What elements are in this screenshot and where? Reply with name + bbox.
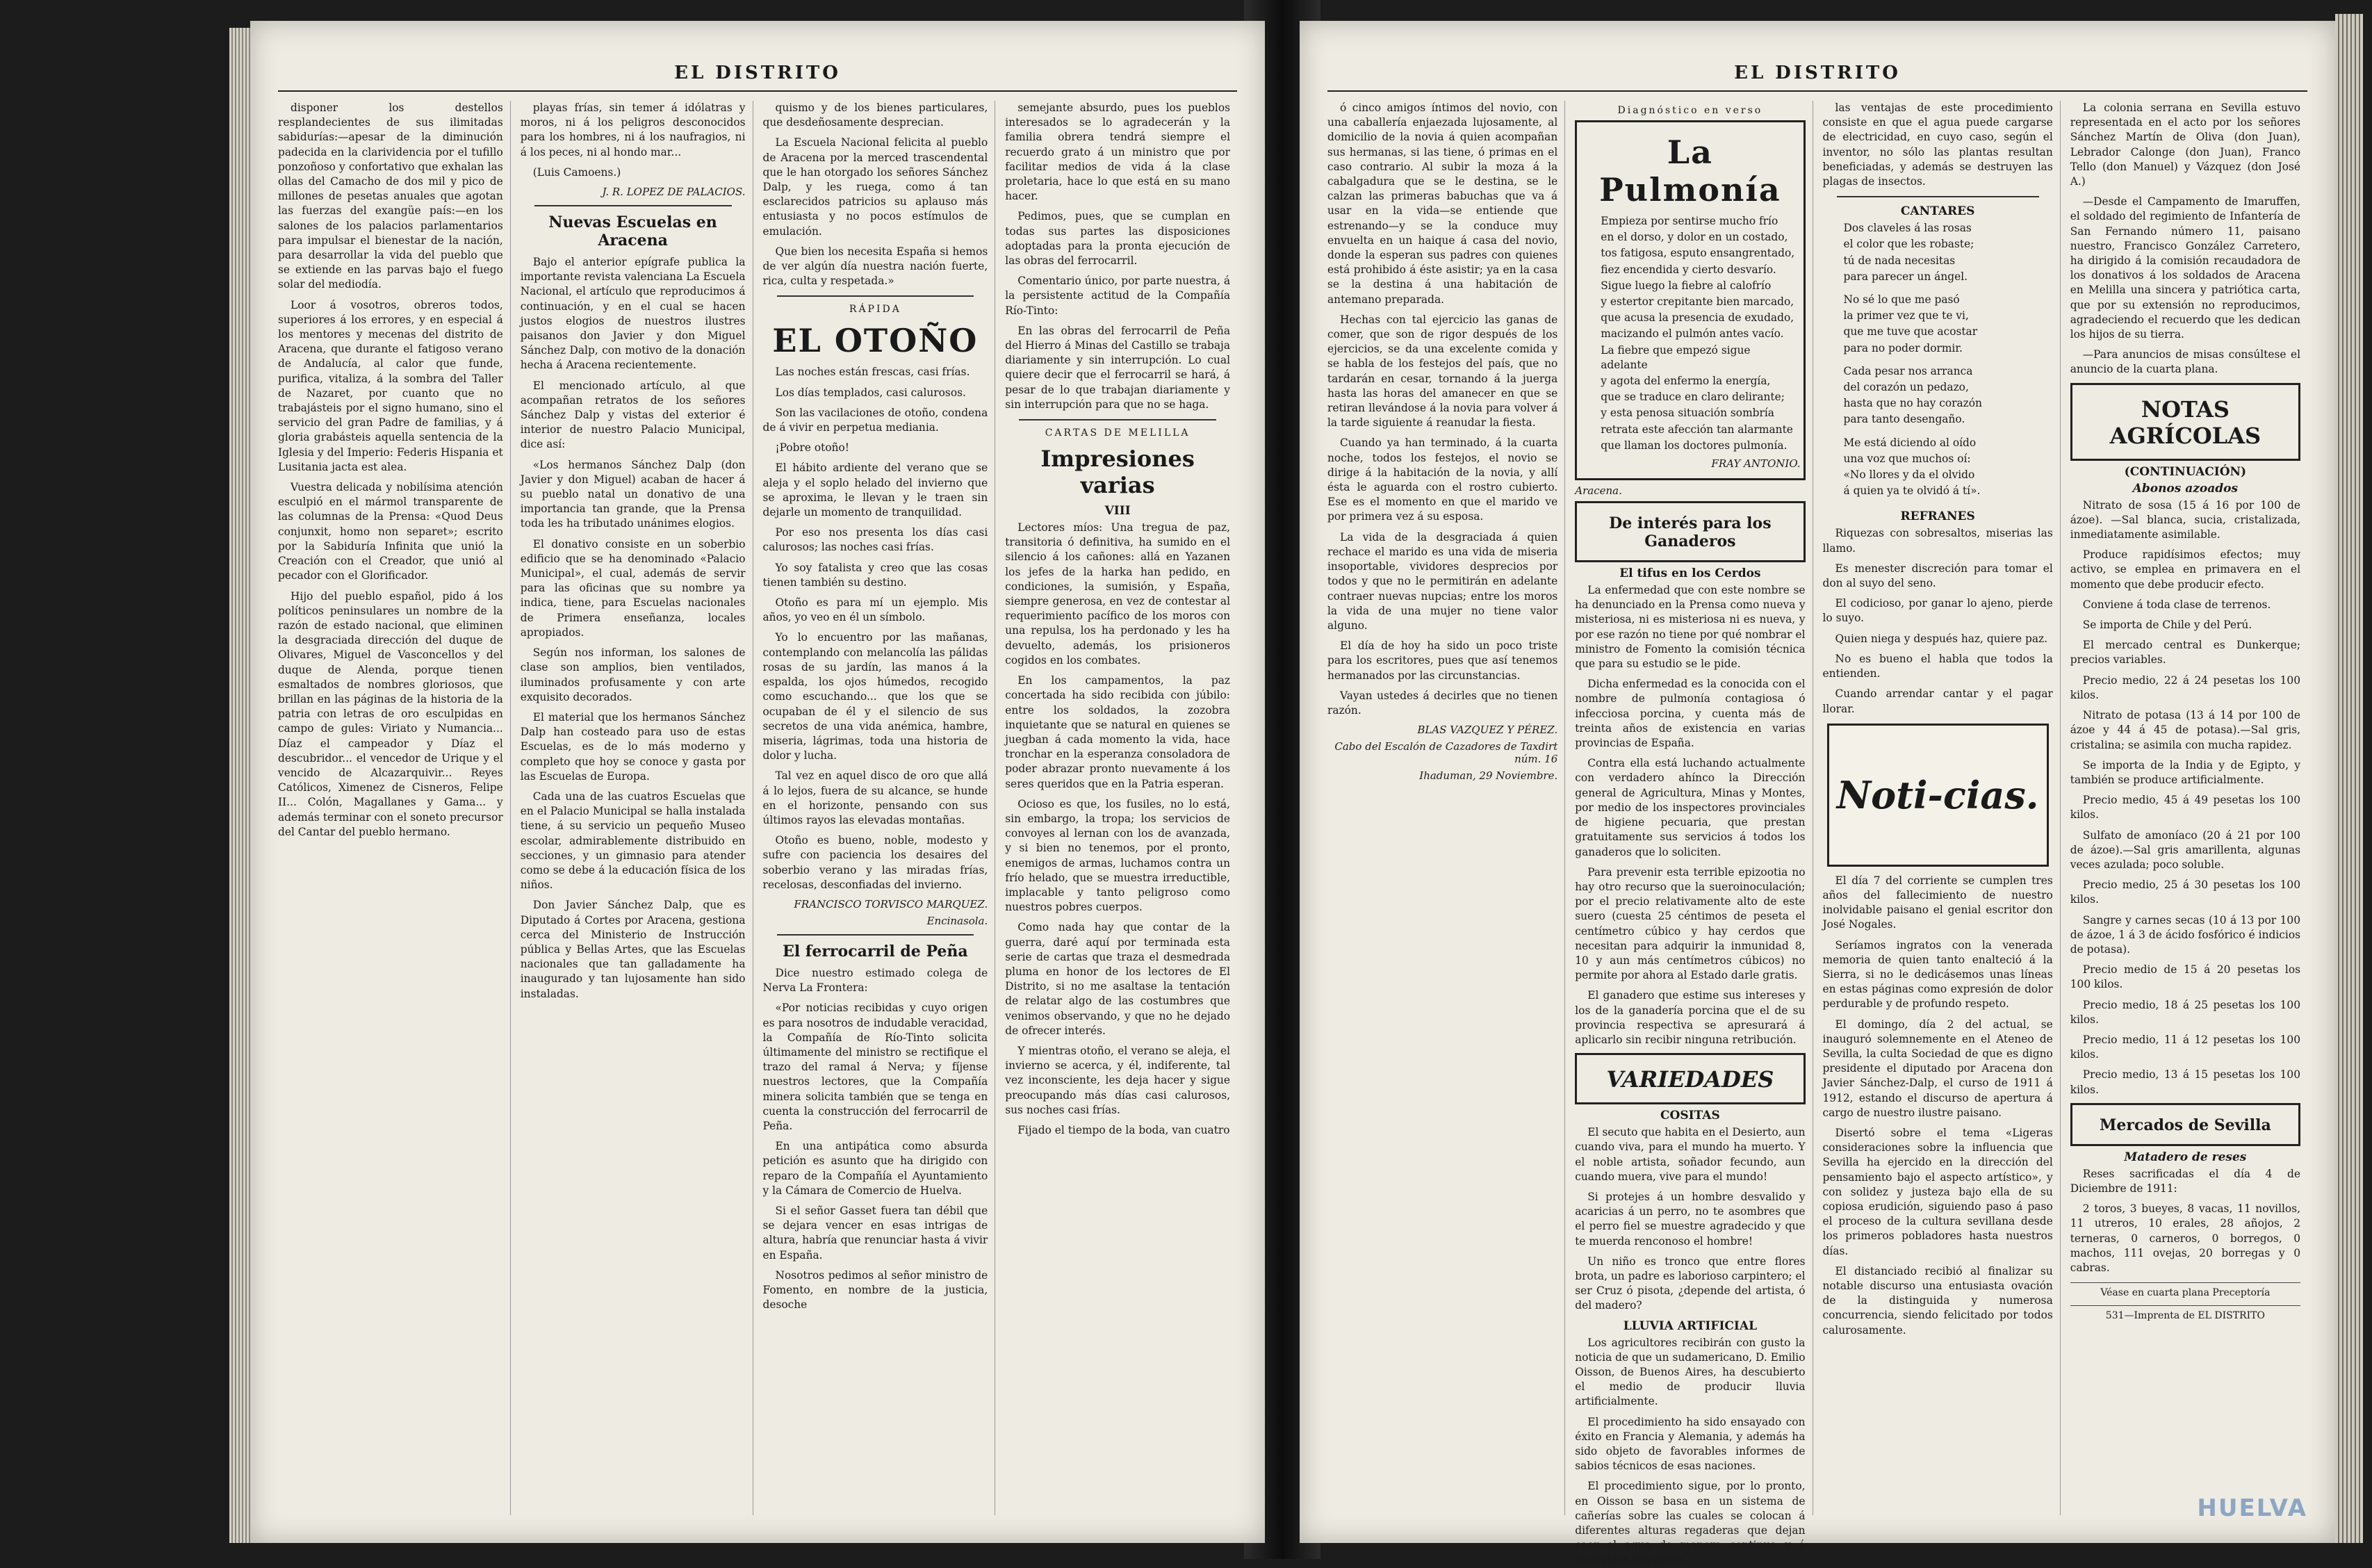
paragraph: Loor á vosotros, obreros todos, superiores á los errores, y en especial á los mentores y mecenas del distrito de Aracena, que durante el fatigoso verano de Andalucía, al calor que funde, purifica, vitaliza, á la sombra del Taller de Nazaret, por cuanto que no trabajásteis por el signo humano, sino el servicio del gran Padre de familias, y á gloria grabásteis aquella sentencia de la Iglesia y del Imperio: Federis Hispania et Lusitania jacta est alea. [278,298,503,473]
headline-ferrocarril: El ferrocarril de Peña [783,942,968,961]
paragraph: Don Javier Sánchez Dalp, que es Diputado á Cortes por Aracena, gestiona cerca del Ministerio de Instrucción pública y Bellas Artes, que las Escuelas nacionales que tan galladamente ha inaugurado y tan lujosamente han sido instaladas. [520,899,746,1000]
kicker-rapida: RÁPIDA [849,304,901,316]
paragraph: Para prevenir esta terrible epizootia no hay otro recurso que la sueroinoculación; por el precio relativamente alto de este suero (cuesta 25 céntimos de peseta el centímetro cúbico y hay cerdos que necesitan para adquirir la inmunidad 8, 10 y aun más centímetros cúbicos) no permite por ahora al Estado darle gratis. [1575,865,1806,982]
divider [1019,419,1216,420]
section-number: VIII [1104,504,1131,518]
paragraph: La fiebre que empezó sigue adelante [1601,343,1751,371]
notas-box [2070,383,2300,461]
article-body [763,966,988,1312]
paragraph: El procedimiento sigue, por lo pronto, en Oisson se basa en un sistema de cañerías sobre las cuales se colocan á diferentes alturas regaderas que dejan caer el agua de manera continua y á intervalos regulares. [1575,1480,1806,1567]
left-columns [278,101,1237,1515]
paragraph: Son las vacilaciones de otoño, condena de á vivir en perpetua mediania. [762,406,988,434]
paragraph: semejante absurdo, pues los pueblos interesados se lo agradecerán y la familia obrera tendrá siempre el recuerdo grato á un ministro que por facilitar medios de vida á la clase proletaria, hace lo que está en su mano hacer. [1005,101,1230,203]
paragraph: Precio medio, 25 á 30 pesetas los 100 kilos. [2070,879,2300,906]
paragraph: Precio medio, 22 á 24 pesetas los 100 kilos. [2070,673,2300,701]
paragraph: y esta penosa situación sombría [1601,407,1774,420]
paragraph: ó cinco amigos íntimos del novio, con una caballería enjaezada lujosamente, al domicilio de la novia á quien acompañan sus hermanas, si las tiene, ó primas en el caso contrario. Al subir la moza á la cabalgadura que se le destina, se le calzan las primeras babuchas que va á usar en la vida—se entiende que estrenando—y se la conduce muy envuelta en un haique á casa del novio, donde la esperan sus padres con quienes está prohibido á éste asistir; ya en la casa se la destina á una habitación de antemano preparada. [1327,101,1558,306]
paragraph: Hijo del pueblo español, pido á los políticos peninsulares un nombre de la razón de estado nacional, que eliminen la desgraciada dirección del duque de Olivares, Miguel de Vasconcellos y del duque de Alenda, porque tienen esmaltados de nombres gloriosos, que brillan en las páginas de la historia de la patria con letras de oro esculpidas en campo de gules: Viriato y Numancia... Díaz el campeador y Díaz el descubridor... el vencedor de Urique y el vencido de Alcazarquivir... Reyes Católicos, Ximenez de Cisneros, Felipe II... Colón, Magallanes y Gama... y además terminar con el soneto precursor del Cantar del pueblo hermano. [278,589,503,838]
subhead-matadero: Matadero de reses [2124,1150,2247,1164]
archive-watermark: HUELVA [2197,1494,2307,1522]
paragraph: El procedimiento ha sido ensayado con éxito en Francia y Alemania, y además ha sido objeto de favorables informes de sabios técnicos de esas naciones. [1575,1415,1806,1473]
right-page [1300,21,2335,1567]
paragraph: Yo soy fatalista y creo que las cosas tienen también su destino. [762,561,988,589]
verse-line: Dos claveles á las rosas [1843,222,1972,235]
paragraph: Ocioso es que, los fusiles, no lo está, sin embargo, la tropa; los servicios de convoyes al lernan con los de avanzada, y si bien no tenemos, por el pronto, enemigos de armas, luchamos contra un frío helado, que se muestra irreductible, implacable y tanto peligroso como nuestros pobres cuerpos. [1005,797,1230,914]
paragraph: La colonia serrana en Sevilla estuvo representada en el acto por los señores Sánchez Martín de Oliva (don Juan), Lebrador Calonge (don Juan), Franco Tello (don Manuel) y Vázquez (don José A.) [2070,101,2300,188]
article-body [1575,1336,1805,1568]
headline-el-otono: EL OTOÑO [772,322,979,360]
paragraph: Dice nuestro estimado colega de Nerva La Frontera: [762,966,988,995]
left-col-2 [521,101,753,1515]
verse-line: la primer vez que te vi, [1843,309,1969,322]
paragraph: en el dorso, y dolor en un costado, [1601,231,1788,244]
paragraph: No es bueno el habla que todos la entienden. [1822,652,2053,680]
headline-cantares: CANTARES [1900,204,1975,219]
footer-notice: Véase en cuarta plana Preceptoría [2070,1282,2300,1298]
verse-line: el color que les robaste; [1843,238,1974,251]
subhead-lluvia: LLUVIA ARTIFICIAL [1623,1318,1758,1333]
left-col1-paragraphs [278,101,503,840]
right-columns [1327,101,2307,1567]
verse-line: hasta que no hay corazón [1843,397,1982,410]
divider [777,934,974,936]
paragraph: Quien niega y después haz, quiere paz. [1835,632,2047,645]
paragraph: las ventajas de este procedimiento consiste en que el agua puede cargarse de electricidad, en cuyo caso, según el inventor, no sólo las plantas resultan beneficiadas, y además se destruyen las plagas de insectos. [1822,101,2053,188]
verse-line: No sé lo que me pasó [1843,293,1960,307]
verse-line: para no poder dormir. [1843,341,1963,354]
paragraph: El distanciado recibió al finalizar su notable discurso una entusiasta ovación de la distinguida y numerosa concurrencia, siendo felicitado por todos calurosamente. [1822,1264,2053,1337]
stanza-gap [1823,357,2053,364]
paragraph: Comentario único, por parte nuestra, á la persistente actitud de la Compañía Río-Tinto: [1005,275,1230,317]
paragraph: El donativo consiste en un soberbio edificio que se ha denominado «Palacio Municipal», el cual, además de servir para las oficinas que su nombre ya indica, tiene, para Escuelas nacionales de Primera enseñanza, locales apropiados. [520,537,746,639]
paragraph: El secuto que habita en el Desierto, aun cuando viva, para el mundo ha muerto. Y el noble artista, soñador fecundo, aun cuando muera, vive para el mundo! [1575,1126,1806,1183]
paragraph: La enfermedad que con este nombre se ha denunciado en la Prensa como nueva y misteriosa, ni es misteriosa ni es nueva, y por ese razón no tiene por qué nombrar el ministro de Fomento la comisión técnica que para su estudio se le pide. [1575,584,1806,671]
paragraph: Según nos informan, los salones de clase son amplios, bien ventilados, iluminados profusamente y con arte exquisito decorados. [520,646,746,703]
paragraph: Precio medio, 18 á 25 pesetas los 100 kilos. [2070,998,2300,1026]
paragraph: En una antipática como absurda petición es asunto que ha dirigido con reparo de la Compañía el Ayuntamiento y la Cámara de Comercio de Huelva. [762,1140,988,1197]
left-page-edge [229,28,250,1543]
paragraph: Precio medio, 13 á 15 pesetas los 100 kilos. [2070,1068,2300,1096]
paragraph: Produce rapidísimos efectos; muy activo, se emplea en primavera en el momento que debe producir efecto. [2070,548,2300,591]
masthead-rule [1327,90,2307,92]
paragraph: Los agricultores recibirán con gusto la noticia de que un sudamericano, D. Emilio Oisson, de Buenos Aires, ha descubierto el medio de producir lluvia artificialmente. [1575,1336,1806,1408]
stanza-gap [1823,429,2053,436]
right-col-2 [1575,101,1813,1567]
paragraph: Contra ella está luchando actualmente con verdadero ahínco la Dirección general de Agricultura, Minas y Montes, por medio de los inspectores provinciales de higiene pecuaria, que prestan gratuitamente sus servicios á todos los ganaderos que lo soliciten. [1575,757,1806,858]
paragraph: Disertó sobre el tema «Ligeras consideraciones sobre la influencia que Sevilla ha ejercido en la dirección del pensamiento bajo el aspecto artístico», y con solidez y justeza bajo ella de su copiosa erudición, siguiendo paso á paso el proceso de la cultura sevillana desde los primeros pobladores hasta nuestros días. [1822,1126,2053,1257]
paragraph: quismo y de los bienes particulares, que desdeñosamente desprecian. [762,101,988,129]
paragraph: Sulfato de amoníaco (20 á 21 por 100 de ázoe).—Sal gris amarillenta, algunas veces azulada; poco soluble. [2070,828,2300,871]
refranes-list [1823,526,2053,716]
article-body [521,255,746,1002]
paragraph: Nosotros pedimos al señor ministro de Fomento, en nombre de la justicia, desoche [762,1268,988,1312]
left-col3-paragraphs [763,101,988,288]
place-date: Ihaduman, 29 Noviembre. [1419,769,1558,783]
paragraph: disponer los destellos resplandecientes de sus ilimitadas sabidurías:—apesar de la diminución padecida en la clarividencia por el tufillo ponzoñoso y confortativo que exhalan las ollas del Camacho de dos mil y pico de millones de pesetas anuales que agotan las fuerzas del exangüe país:—en los salones de los palacios parlamentarios para impulsar el bienestar de la nación, para desarrollar la vida del pueblo que se extiende en las parvas bajo el fuego solar del mediodía. [278,101,503,291]
noticias-title-block: Noti-cias. [1827,724,2049,867]
subhead-tifus: El tifus en los Cerdos [1619,566,1761,581]
paragraph: El mencionado artículo, al que acompañan retratos de los señores Sánchez Dalp y vistas del exterior é interior de nuestro Palacio Municipal, dice así: [520,379,746,451]
paragraph: y agota del enfermo la energía, [1601,375,1771,388]
verse-signature: FRAY ANTONIO. [1711,457,1801,471]
paragraph: Precio medio, 45 á 49 pesetas los 100 kilos. [2070,794,2300,822]
headline-variedades: VARIEDADES [1606,1066,1774,1093]
verse-line: á quien ya te olvidó á tí». [1843,484,1981,498]
paragraph: Conviene á toda clase de terrenos. [2082,598,2271,611]
paragraph: Fijado el tiempo de la boda, van cuatro [1017,1123,1230,1136]
article-body [1575,583,1805,1047]
place: Encinasola. [926,914,988,927]
paragraph: Un niño es tronco que entre flores brota, un padre es laborioso carpintero; el ser Cruz ó pisota, ¿depende del artista, ó del madero? [1575,1255,1806,1312]
paragraph: El mercado central es Dunkerque; precios variables. [2070,639,2300,667]
right-col1-paragraphs [1327,101,1557,718]
paragraph: El día 7 del corriente se cumplen tres años del fallecimiento de nuestro inolvidable paisano el genial escritor don José Nogales. [1822,874,2053,931]
paragraph: Otoño es para mí un ejemplo. Mis años, yo veo en él un símbolo. [762,596,988,624]
paragraph: «Los hermanos Sánchez Dalp (don Javier y don Miguel) acaban de hacer á su pueblo natal un donativo de una importancia tan grande, que la Prensa toda les ha tributado unánimes elogios. [520,458,746,530]
paragraph: Pedimos, pues, que se cumplan en todas sus partes las disposiciones adoptadas para la pronta ejecución de las obras del ferrocarril. [1005,210,1230,268]
paragraph: macizando el pulmón antes vacío. [1601,327,1784,341]
right-page-edge [2335,14,2363,1543]
paragraph: Sigue luego la fiebre al calofrío [1601,279,1772,292]
paragraph: 2 toros, 3 bueyes, 8 vacas, 11 novillos, 11 utreros, 10 erales, 28 añojos, 2 terneras, 0 carneros, 0 borregos, 0 machos, 111 ovejas, 20 borregas y 0 cabras. [2070,1202,2300,1274]
paragraph: Vuestra delicada y nobilísima atención esculpió en el mármol transparente de las columnas de la Prensa: «Quod Deus conjunxit, homo non separet»; escrito por la Sabiduría Infinita que unió la Creación con el Creador, que unió al pecador con el Glorificador. [278,481,503,582]
paragraph: Nitrato de sosa (15 á 16 por 100 de ázoe). —Sal blanca, sucia, cristalizada, inmediatamente asimilable. [2070,498,2300,541]
paragraph: Precio medio de 15 á 20 pesetas los 100 kilos. [2070,963,2300,991]
paragraph: Hechas con tal ejercicio las ganas de comer, que son de rigor después de los ejercicios, se da una excelente comida y se habla de los festejos del país, que no tardarán en cesar, tornando á la juerga hasta las horas del amanecer en que se retiran llevándose á la novia para volver á la tarde siguiente á reanudar la fiesta. [1327,313,1558,430]
paragraph: Cada una de las cuatros Escuelas que en el Palacio Municipal se halla instalada tiene, á su servicio un pequeño Museo escolar, admirablemente distribuido en secciones, y un gimnasio para atender como se debe á la educación física de los niños. [520,790,746,892]
headline-refranes: REFRANES [1900,509,1975,524]
paragraph: —Desde el Campamento de Imaruffen, el soldado del regimiento de Infantería de San Fernando número 11, paisano nuestro, Francisco González Carretero, ha dirigido á la comisión recaudadora de los donativos á los soldados de Aracena en Melilla una sincera y patriótica carta, que por su extensión no reproducimos, agradeciendo el recuerdo que les dedican los hijos de su tierra. [2070,195,2300,341]
paragraph: «Por noticias recibidas y cuyo origen es para nosotros de indudable veracidad, la Compañía de Río-Tinto solicita últimamente del ministro se rectifique el trazo del ramal á Nerva; y fíjense nuestros lectores, que la Compañía minera solicita también que se tenga en cuenta la construcción del ferrocarril de Peña. [762,1002,988,1132]
headline-nuevas-escuelas: Nuevas Escuelas en Aracena [548,213,717,250]
left-page [250,21,1265,1543]
signature: J. R. LOPEZ DE PALACIOS. [602,186,746,199]
left-col2-paragraphs [521,101,746,180]
stanza-gap [1823,286,2053,293]
paragraph: Vayan ustedes á decirles que no tienen razón. [1327,689,1558,717]
article-body [2070,498,2300,1097]
verse-line: Me está diciendo al oído [1843,436,1977,449]
signature: FRANCISCO TORVISCO MARQUEZ. [794,897,988,910]
paragraph: Y mientras otoño, el verano se aleja, el invierno se acerca, y él, indiferente, tal vez inconsciente, les deja hacer y sigue preocupando más días casi calurosos, sus noches casi frías. [1005,1044,1230,1116]
headline-notas-agricolas: NOTAS AGRÍCOLAS [2109,395,2261,449]
verse-line: una voz que muchos oí: [1843,452,1971,465]
paragraph: y estertor crepitante bien marcado, [1601,295,1794,309]
paragraph: (Luis Camoens.) [532,165,621,179]
paragraph: playas frías, sin temer á idólatras y moros, ni á los peligros desconocidos para los hombres, ni á los naufragios, ni á los peces, ni al hondo mar... [520,101,746,158]
verse-line: que me tuve que acostar [1843,325,1978,338]
place: Aracena. [1575,484,1622,498]
paragraph: Nitrato de potasa (13 á 14 por 100 de ázoe y 44 á 45 de potasa).—Sal gris, cristalina; se asimila con mucha rapidez. [2070,709,2300,751]
paragraph: Si el señor Gasset fuera tan débil que se dejara vencer en esas intrigas de altura, habría que renunciar hasta á vivir en España. [762,1204,988,1261]
verse-line: del corazón un pedazo, [1843,381,1969,394]
paragraph: Que bien los necesita España si hemos de ver algún día nuestra nación fuerte, rica, culta y respetada.» [762,245,988,288]
right-col-3 [1823,101,2061,1515]
paragraph: que se traduce en claro delirante; [1601,391,1785,404]
headline-ganaderos: De interés para los Ganaderos [1609,514,1772,551]
paragraph: Precio medio, 11 á 12 pesetas los 100 kilos. [2070,1033,2300,1061]
right-col-1 [1327,101,1565,1515]
article-body [2070,1167,2300,1275]
pulmonia-box [1575,120,1805,480]
paragraph: Otoño es bueno, noble, modesto y sufre con paciencia los desaires del soberbio verano y las miradas frías, recelosas, desconfiadas del invierno. [762,834,988,891]
paragraph: —Para anuncios de misas consúltese el anuncio de la cuarta plana. [2070,348,2300,376]
paragraph: Se importa de Chile y del Perú. [2082,619,2252,632]
cantares-stanzas [1823,221,2053,507]
paragraph: Bajo el anterior epígrafe publica la importante revista valenciana La Escuela Nacional, el artículo que reproducimos á continuación, y en el cual se hacen justos elogios de nuestros ilustres paisanos don Javier y don Miguel Sánchez Dalp, con motivo de la donación hecha á Aracena recientemente. [520,256,746,372]
paragraph: Dicha enfermedad es la conocida con el nombre de pulmonía contagiosa ó infecciosa porcina, y cuenta más de treinta años de existencia en varias provincias de España. [1575,678,1806,750]
right-col4-paragraphs [2070,101,2300,377]
paragraph: fiez encendida y cierto desvarío. [1601,263,1776,276]
paragraph: retrata este afección tan alarmante [1601,423,1793,436]
left-col-1 [278,101,511,1515]
paragraph: Cuando arrendar cantar y el pagar llorar. [1822,687,2053,715]
verse-line: tú de nada necesitas [1843,254,1956,267]
verse-line: para tanto desengaño. [1843,413,1965,426]
paragraph: Como nada hay que contar de la guerra, daré aquí por terminada esta serie de cartas que traza el desmedrada pluma en honor de los lectores de El Distrito, si no me asaltase la tentación de relatar algo de las costumbres que venimos observando, y que no he dejado de ofrecer interés. [1005,921,1230,1037]
left-col-4 [1005,101,1237,1515]
paragraph: Las noches están frescas, casi frías. [775,366,970,379]
right-col-4 [2070,101,2307,1515]
paragraph: Se importa de la India y de Egipto, y también se produce artificialmente. [2070,758,2300,786]
paragraph: Si protejes á un hombre desvalido y acaricias á un perro, no te asombres que el perro fiel se muestre agradecido y que te muerda renconoso el hombre! [1575,1190,1806,1248]
left-col4-paragraphs [1005,101,1230,412]
paragraph: El material que los hermanos Sánchez Dalp han costeado para uso de estas Escuelas, es de lo más moderno y completo que hoy se conoce y gasta por las Escuelas de Europa. [520,710,746,783]
verse-line: para parecer un ángel. [1843,270,1968,283]
headline-la-pulmonia: La Pulmonía [1599,133,1781,209]
masthead-rule [278,90,1237,92]
signature: BLAS VAZQUEZ Y PÉREZ. [1417,724,1558,737]
masthead-left: EL DISTRITO [674,63,841,83]
paragraph: Yo lo encuentro por las mañanas, contemplando con melancolía las pálidas rosas de su jardín, las manos á la espalda, los ojos húmedos, recogido como escuchando... que los que se ocupaban de él y el silencio de sus secretos de una vida anémica, hambre, miseria, lágrimas, toda una historia de dolor y lucha. [762,631,988,762]
divider [534,205,732,206]
paragraph: Reses sacrificadas el día 4 de Diciembre de 1911: [2070,1167,2300,1195]
left-col-3 [763,101,996,1515]
paragraph: Los días templados, casi calurosos. [775,386,966,399]
subhead-abonos: Abonos azoados [2132,481,2239,496]
paragraph: Lectores míos: Una tregua de paz, transitoria ó definitiva, ha sumido en el silencio á los cañones: allá en Yazanen los jefes de la harka han pedido, en condiciones, la sumisión, y España, siempre generosa, en vez de contestar al requerimiento pacífico de los moros con una repulsa, los ha perdonado y les ha devuelto, además, los prisioneros cogidos en los combates. [1005,521,1230,667]
verse-line: «No llores y da el olvido [1843,468,1975,482]
headline-impresiones: Impresiones varias [1040,446,1195,499]
paragraph: Seríamos ingratos con la venerada memoria de quien tanto enalteció á la Sierra, si no le dedicásemos unas líneas en estas páginas como expresión de dolor perdurable y de profundo respeto. [1822,938,2053,1011]
article-body [1575,1125,1805,1313]
paragraph: Riquezas con sobresaltos, miserias las llamo. [1822,527,2053,555]
article-body [1005,521,1230,1138]
kicker-cartas: CARTAS DE MELILLA [1045,427,1191,439]
paragraph: El codicioso, por ganar lo ajeno, pierde lo suyo. [1822,597,2053,625]
paragraph: tos fatigosa, esputo ensangrentado, [1601,247,1795,260]
paragraph: El día de hoy ha sido un poco triste para los escritores, pues que así tenemos hermanados por las circunstancias. [1327,639,1558,682]
divider [777,295,974,297]
paragraph: Cuando ya han terminado, á la cuarta noche, todos los festejos, el novio se dirige á la habitación de la novia, y allí ésta le aguarda con el rostro cubierto. Ese es el momento en que el marido ve por primera vez á su esposa. [1327,436,1558,523]
article-body [763,365,988,892]
article-body [1823,874,2053,1338]
paragraph: Sangre y carnes secas (10 á 13 por 100 de ázoe, 1 á 3 de ácido fosfórico é indicios de potasa). [2070,913,2300,956]
subhead-cositas: COSITAS [1660,1109,1720,1123]
ganaderos-box [1575,501,1805,562]
printer-line: 531—Imprenta de EL DISTRITO [2070,1305,2300,1321]
verse [1580,214,1800,453]
paragraph: Es menester discreción para tomar el don al suyo del seno. [1822,562,2053,590]
verse-line: Cada pesar nos arranca [1843,364,1973,377]
paragraph: En los campamentos, la paz concertada ha sido recibida con júbilo: entre los soldados, la zozobra inquietante que se natural en quienes se juegban á cada momento la vida, hace tronchar en la esperanza consoladora de poder abrazar pronto nuevamente á los seres queridos que en la Patria esperan. [1005,674,1230,790]
paragraph: Empieza por sentirse mucho frío [1601,215,1778,227]
signature-note: Cabo del Escalón de Cazadores de Taxdirt núm. 16 [1334,740,1558,766]
paragraph: que llaman los doctores pulmonía. [1601,439,1788,452]
paragraph: La vida de la desgraciada á quien rechace el marido es una vida de miseria insoportable, vividores desprecios por todos y que no le permitirán en adelante contraer nuevas nupcias; entre los moros la vida de una mujer no tiene valor alguno. [1327,530,1558,632]
paragraph: En las obras del ferrocarril de Peña del Hierro á Minas del Castillo se trabaja diariamente y sin interrupción. Lo cual quiere decir que el ferrocarril se hará, á pesar de lo que trabajan diariamente y sin interrupción para que no se haga. [1005,324,1230,411]
stanza-gap [1823,500,2053,507]
paragraph: El domingo, día 2 del actual, se inauguró solemnemente en el Ateneo de Sevilla, la culta Sociedad de que es digno presidente el diputado por Aracena don Javier Sánchez-Dalp, el curso de 1911 á 1912, estando el discurso de apertura á cargo de nuestro ilustre paisano. [1822,1018,2053,1119]
paragraph: El hábito ardiente del verano que se aleja y el soplo helado del invierno que se aproxima, le llevan y le traen sin dejarle un momento de tranquilidad. [762,462,988,519]
paragraph: La Escuela Nacional felicita al pueblo de Aracena por la merced trascendental que le han otorgado los señores Sánchez Dalp, y les ruega, como á tan esclarecidos patricios su aplauso más entusiasta y no pocos estímulos de emulación. [762,136,988,238]
variedades-box [1575,1053,1805,1104]
headline-mercados: Mercados de Sevilla [2100,1116,2271,1134]
divider [1837,196,2039,197]
paragraph: Por eso nos presenta los días casi calurosos; las noches casi frías. [762,526,988,554]
paragraph: Tal vez en aquel disco de oro que allá á lo lejos, fuera de su alcance, se hunde en el horizonte, pensando con sus últimos rayos las elevadas montañas. [762,769,988,826]
subhead-continuacion: (CONTINUACIÓN) [2124,464,2247,479]
paragraph: El ganadero que estime sus intereses y los de la ganadería porcina que el de su provincia respectiva se apresurará á aplicarlo sin recibir ninguna retribución. [1575,989,1806,1046]
mercados-box [2070,1103,2300,1146]
masthead-right: EL DISTRITO [1734,63,1901,83]
right-col3-paragraphs [1823,101,2053,189]
paragraph: que acusa la presencia de exudado, [1601,311,1794,325]
kicker-diagnostico: Diagnóstico en verso [1617,105,1763,116]
paragraph: ¡Pobre otoño! [775,441,849,455]
